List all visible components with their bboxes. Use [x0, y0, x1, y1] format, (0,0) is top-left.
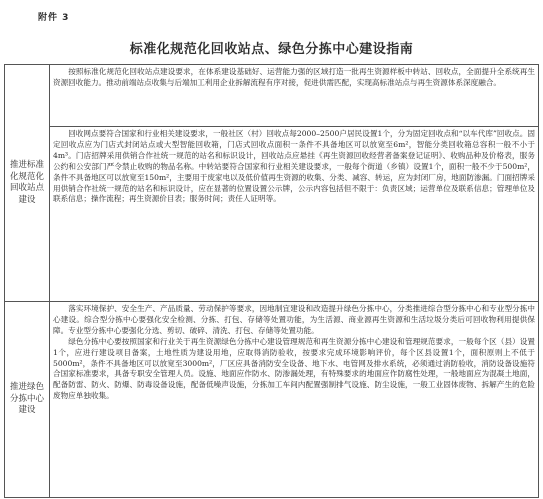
section-body-stations-requirements [50, 127, 539, 302]
paragraph: 按照标准化规范化回收站点建设要求，在体系建设基础好、运营能力强的区域打造一批再生资源样板中转站、回收点，全面提升全系统再生资源回收能力。推动前端站点收集与后端加工利用企业拆解流程有序对接，促进供需匹配，实现高标准站点与再生资源体系深度融合。 [53, 67, 535, 87]
paragraph: 落实环境保护、安全生产、产品质量、劳动保护等要求，因地制宜建设和改造提升绿色分拣中心，分类推进综合型分拣中心和专业型分拣中心建设。综合型分拣中心要强化安全检测、分拣、打包、存储等处置功能，为生活源、商业源再生资源和生活垃圾分类后可回收物利用提供保障。专业型分拣中心要强化分选、剪切、破碎、清洗、打包、存储等处置功能。 [53, 304, 535, 335]
table-row [5, 127, 539, 302]
table-row [5, 302, 539, 498]
paragraph: 回收网点要符合国家和行业相关建设要求，一般社区（村）回收点每2000–2500户居民设置1个，分为固定回收点和“以车代库”回收点。固定回收点应为门店式封闭站点或大型智能回收箱，门店式回收点面积一条件不具备地区可以放宽至6m²，智能分类回收箱总容积一般不小于4m³。门店招牌采用供销合作社统一规范的站名和标识设计，回收站点应悬挂《再生资源回收经营者备案登记证明》、收购品种及价格表，服务公约和公安部门严令禁止收购的物品名称。中转站要符合国家和行业相关建设要求，一般每个街道（乡镇）设置1个，面积一般不少于500m²，条件不具备地区可以放宽至150m²，主要用于废家电以及低价值再生资源的收集、分类、减容、转运，应为封闭厂房，地面防渗漏。门面招牌采用供销合作社统一规范的站名和标识设计，应在显著的位置设置公示牌，公示内容包括但不限于：负责区域；运营单位及联系信息；管理单位及联系信息；操作流程；再生资源价目表；服务时间；责任人证明等。 [53, 129, 535, 204]
document-title: 标准化规范化回收站点、绿色分拣中心建设指南 [129, 42, 414, 57]
section-category-sorting-center: 推进绿色分拣中心建设 [5, 302, 50, 498]
annex-label: 附件 3 [38, 13, 70, 23]
section-body-sorting-center [50, 302, 539, 498]
paragraph: 绿色分拣中心要按照国家和行业关于再生资源绿色分拣中心建设管理规范和再生资源分拣中心建设和管理规范要求，一般每个区（县）设置1个，应进行建设项目备案，土地性质为建设用地，应取得消防验收，按要求完成环境影响评价，每个区县设置1个，面积原则上不低于5000m²，条件不具备地区可以放宽至3000m²，厂区应具备消防安全设备、地下水、电管网及排水系统，必须通过消防验收，消防设备设施符合国家标准要求，具备专职安全管理人员。设施、地面应作防水、防渗漏处理，有特殊要求的地面应作防腐性处理，一般地面应为混凝土地面，配备防雷、防火、防爆、防毒设备设施，配备低噪声设施，分拣加工车间内配置强制排气设施、防尘设施，一般工业固体废物、拆解产生的危险废物应单独收集。 [53, 336, 535, 401]
section-category-stations: 推进标准化规范化回收站点建设 [5, 65, 50, 302]
table-row [5, 65, 539, 127]
guideline-table [4, 64, 539, 498]
section-body-stations-intro [50, 65, 539, 127]
